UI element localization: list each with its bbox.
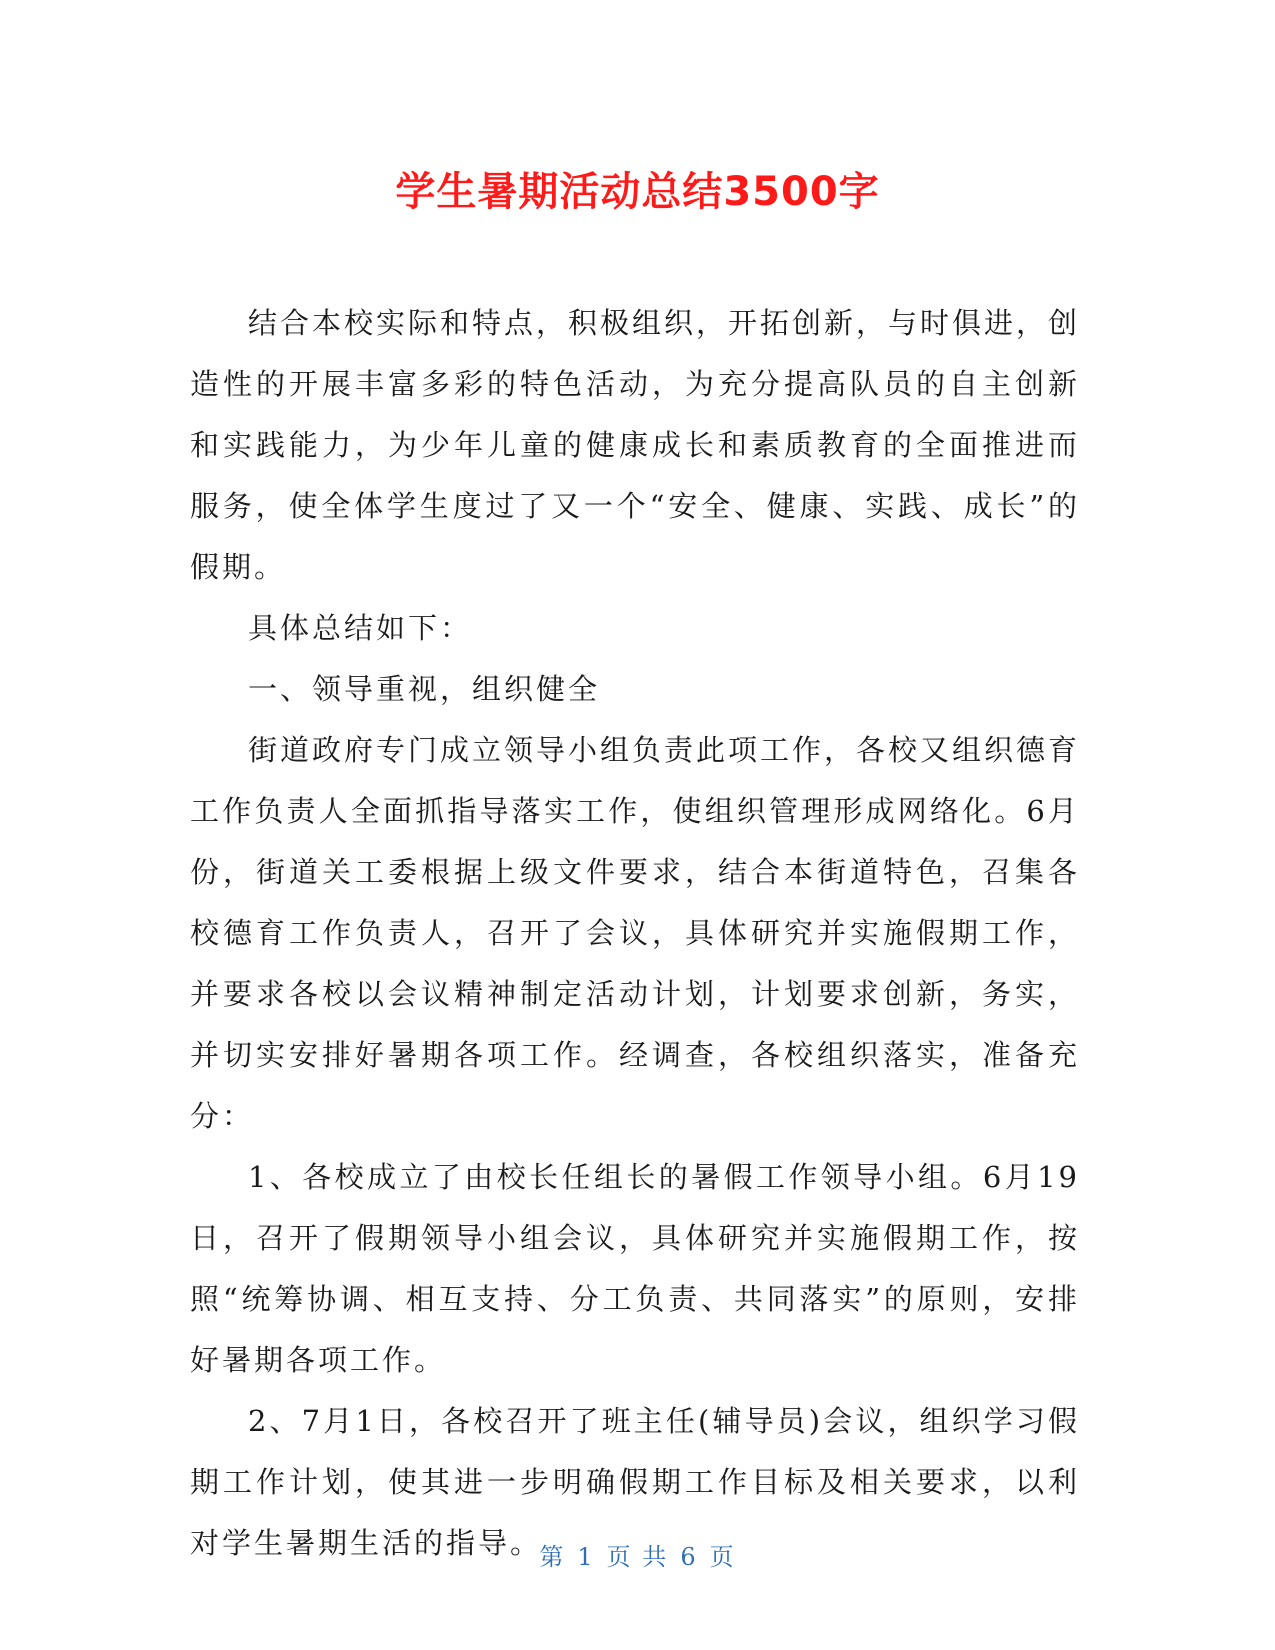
document-body xyxy=(190,293,1080,1574)
document-title: 学生暑期活动总结3500字 xyxy=(395,169,880,215)
footer-total-pages: 6 xyxy=(680,1543,698,1571)
section-heading-1: 一、领导重视，组织健全 xyxy=(248,672,601,706)
footer-current-page: 1 xyxy=(577,1543,595,1571)
footer-mid: 页 共 xyxy=(606,1543,669,1571)
paragraph-organization: 街道政府专门成立领导小组负责此项工作，各校又组织德育工作负责人全面抓指导落实工作，使组织管理形成网络化。6月份，街道关工委根据上级文件要求，结合本街道特色，召集各校德育工作负责人，召开了会议，具体研究并实施假期工作，并要求各校以会议精神制定活动计划，计划要求创新，务实，并切实安排好暑期各项工作。经调查，各校组织落实，准备充分： xyxy=(190,733,1081,1133)
page-footer xyxy=(0,1537,1275,1572)
paragraph-intro: 结合本校实际和特点，积极组织，开拓创新，与时俱进，创造性的开展丰富多彩的特色活动，为充分提高队员的自主创新和实践能力，为少年儿童的健康成长和素质教育的全面推进而服务，使全体学生度过了又一个“安全、健康、实践、成长”的假期。 xyxy=(190,306,1081,584)
footer-prefix: 第 xyxy=(539,1543,566,1571)
paragraph-summary-lead: 具体总结如下： xyxy=(248,611,473,645)
paragraph-item-2: 2、7月1日，各校召开了班主任(辅导员)会议，组织学习假期工作计划，使其进一步明确假期工作目标及相关要求，以利对学生暑期生活的指导。 xyxy=(190,1404,1080,1560)
paragraph-item-1: 1、各校成立了由校长任组长的暑假工作领导小组。6月19日，召开了假期领导小组会议，具体研究并实施假期工作，按照“统筹协调、相互支持、分工负责、共同落实”的原则，安排好暑期各项工作。 xyxy=(190,1160,1080,1377)
footer-suffix: 页 xyxy=(709,1543,736,1571)
